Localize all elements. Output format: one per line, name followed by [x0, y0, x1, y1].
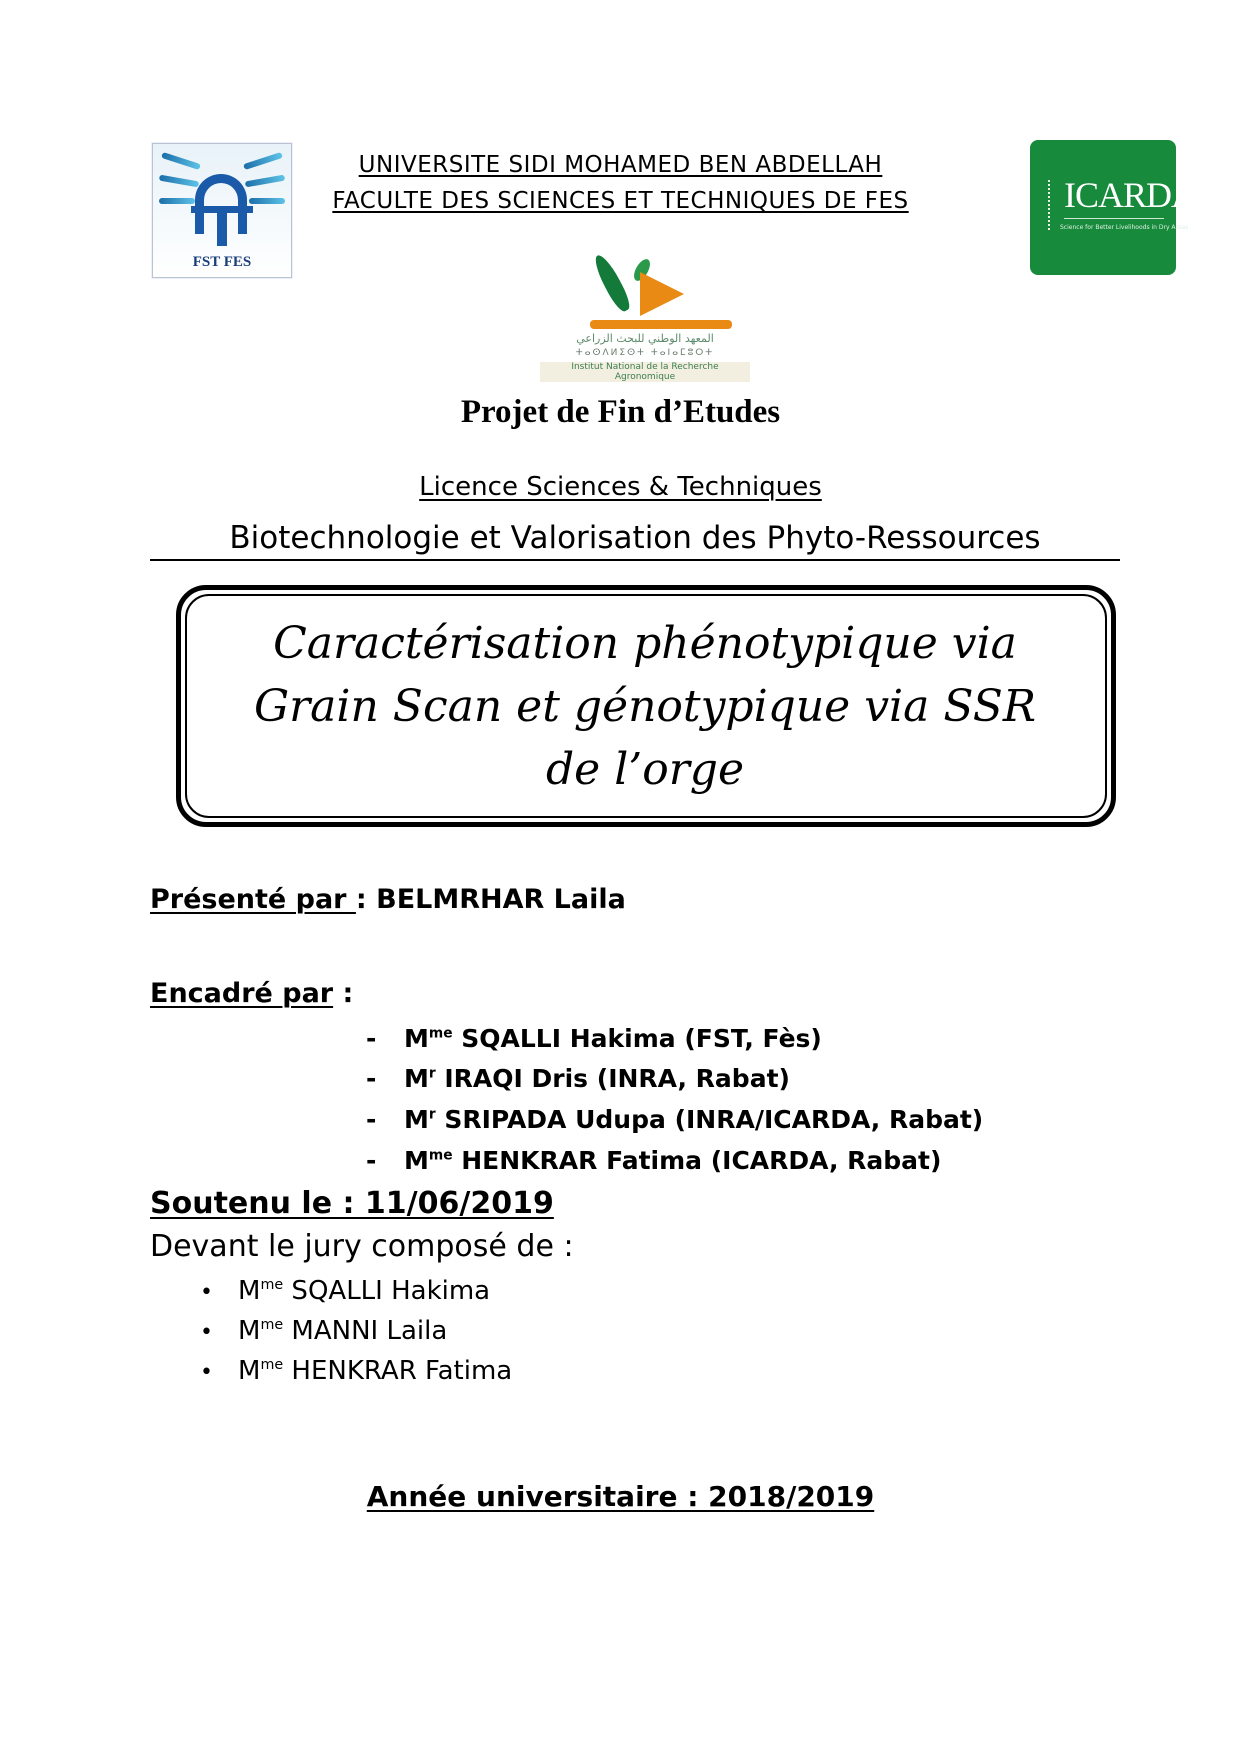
supervisor-name: SQALLI Hakima (FST, Fès) [452, 1024, 822, 1053]
fst-logo-label: FST FES [192, 254, 252, 270]
faculty-name-text: FACULTE DES SCIENCES ET TECHNIQUES DE FES [332, 188, 909, 214]
supervisor-item [366, 1105, 983, 1134]
defense-date [150, 1186, 554, 1221]
inra-logo [540, 248, 750, 380]
student-name: BELMRHAR Laila [376, 884, 626, 915]
jury-member [200, 1316, 447, 1346]
honorific: M [404, 1146, 429, 1175]
honorific: M [404, 1105, 429, 1134]
jury-name: SQALLI Hakima [283, 1276, 491, 1306]
separator: : [355, 884, 377, 915]
honorific: M [404, 1064, 429, 1093]
supervised-by [150, 978, 353, 1009]
program: Biotechnologie et Valorisation des Phyto-Ressources [150, 520, 1120, 561]
icarda-logo [1030, 140, 1197, 275]
arrow-icon [640, 272, 684, 316]
supervisor-item [366, 1064, 790, 1093]
academic-year-text: Année universitaire : 2018/2019 [366, 1480, 875, 1513]
honorific-sup: me [260, 1277, 284, 1293]
supervisor-name: SRIPADA Udupa (INRA/ICARDA, Rabat) [435, 1105, 984, 1134]
dash-icon: - [366, 1105, 377, 1134]
inra-french-name: Institut National de la Recherche Agronomique [540, 362, 750, 382]
separator: : [333, 978, 354, 1009]
supervisor-item [366, 1146, 941, 1175]
bullet-icon: • [200, 1320, 213, 1345]
honorific: M [404, 1024, 429, 1053]
supervisor-name: IRAQI Dris (INRA, Rabat) [435, 1064, 790, 1093]
jury-intro: Devant le jury composé de : [150, 1229, 574, 1264]
jury-member [200, 1356, 512, 1386]
degree-text: Licence Sciences & Techniques [419, 472, 822, 502]
honorific-sup: r [428, 1065, 436, 1082]
bullet-icon: • [200, 1360, 213, 1385]
supervisor-item [366, 1024, 822, 1053]
inra-arabic-name: المعهد الوطني للبحث الزراعي [576, 332, 714, 345]
thesis-title [190, 612, 1100, 801]
thesis-title-line: Grain Scan et génotypique via SSR [254, 681, 1036, 732]
academic-year [0, 1480, 1241, 1513]
icarda-logo-name: ICARDA [1064, 175, 1197, 215]
honorific-sup: me [260, 1317, 284, 1333]
dash-icon: - [366, 1146, 377, 1175]
inra-tifinagh-name: ⵜⴰⵙⴷⵍⵉⵙⵜ ⵜⴰⵏⴰⵎⵓⵔⵜ [575, 348, 715, 358]
presented-by-label: Présenté par [150, 884, 356, 915]
wheat-icon [1048, 180, 1060, 230]
honorific-sup: me [428, 1147, 453, 1164]
thesis-title-line: de l’orge [546, 744, 744, 795]
jury-name: HENKRAR Fatima [283, 1356, 513, 1386]
inra-logo-bar [590, 320, 732, 329]
jury-member [200, 1276, 490, 1306]
defense-date-text: Soutenu le : 11/06/2019 [150, 1186, 554, 1221]
icarda-tagline: Science for Better Livelihoods in Dry Areas [1060, 224, 1189, 231]
leaf-icon [590, 252, 633, 314]
honorific-sup: me [260, 1357, 284, 1373]
honorific-sup: me [428, 1025, 453, 1042]
dash-icon: - [366, 1024, 377, 1053]
bullet-icon: • [200, 1280, 213, 1305]
honorific: M [238, 1316, 261, 1346]
project-type: Projet de Fin d’Etudes [460, 394, 781, 430]
honorific: M [238, 1356, 261, 1386]
university-name-text: UNIVERSITE SIDI MOHAMED BEN ABDELLAH [358, 152, 883, 178]
degree [0, 472, 1241, 502]
honorific: M [238, 1276, 261, 1306]
honorific-sup: r [428, 1106, 436, 1123]
icarda-divider [1064, 218, 1164, 219]
presented-by [150, 884, 626, 915]
supervised-by-label: Encadré par [150, 978, 334, 1009]
supervisor-name: HENKRAR Fatima (ICARDA, Rabat) [452, 1146, 942, 1175]
jury-name: MANNI Laila [283, 1316, 448, 1346]
thesis-title-line: Caractérisation phénotypique via [273, 618, 1017, 669]
dash-icon: - [366, 1064, 377, 1093]
